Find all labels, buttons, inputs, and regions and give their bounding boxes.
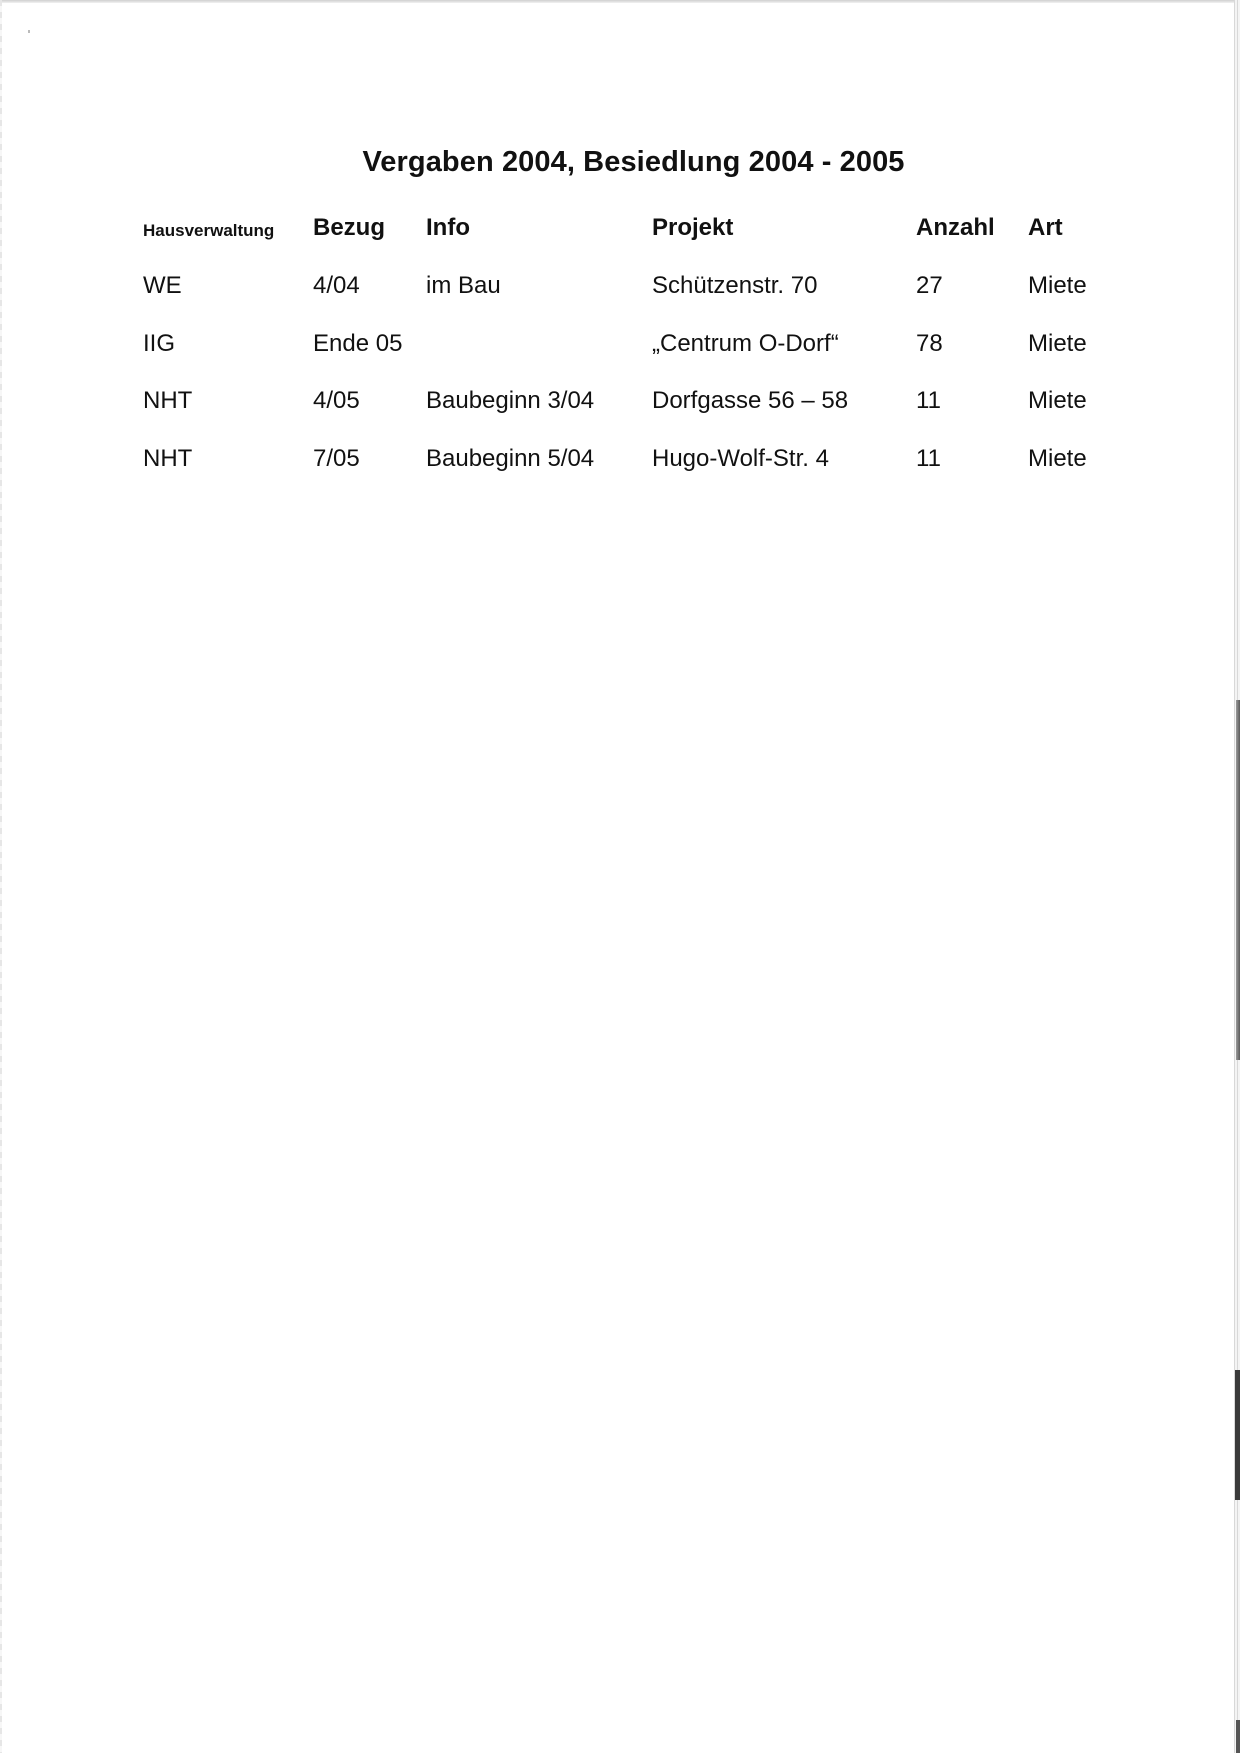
cell-anzahl: 11 [916, 445, 941, 472]
scan-edge-top [0, 0, 1240, 3]
column-header-anzahl: Anzahl [916, 214, 995, 241]
table-header-row [0, 214, 1240, 254]
column-header-art: Art [1028, 214, 1063, 241]
cell-art: Miete [1028, 387, 1087, 414]
cell-projekt: Hugo-Wolf-Str. 4 [652, 445, 829, 472]
table-row [0, 272, 1240, 312]
cell-bezug: Ende 05 [313, 330, 403, 357]
column-header-bezug: Bezug [313, 214, 385, 241]
cell-art: Miete [1028, 272, 1087, 299]
cell-bezug: 4/05 [313, 387, 360, 414]
scan-shadow-mark [1236, 1720, 1240, 1753]
column-header-hausverwaltung: Hausverwaltung [143, 221, 275, 240]
cell-anzahl: 27 [916, 272, 943, 299]
table-row [0, 387, 1240, 427]
cell-art: Miete [1028, 445, 1087, 472]
column-header-projekt: Projekt [652, 214, 734, 241]
table-row [0, 330, 1240, 370]
cell-anzahl: 78 [916, 330, 943, 357]
cell-info: Baubeginn 5/04 [426, 445, 595, 472]
scan-shadow-mark [1235, 1370, 1240, 1500]
cell-hausverwaltung: NHT [143, 445, 193, 472]
cell-projekt: Dorfgasse 56 – 58 [652, 387, 849, 414]
table-row [0, 445, 1240, 485]
scan-speck [28, 30, 30, 33]
cell-hausverwaltung: IIG [143, 330, 176, 357]
cell-art: Miete [1028, 330, 1087, 357]
cell-hausverwaltung: WE [143, 272, 182, 299]
document-title: Vergaben 2004, Besiedlung 2004 - 2005 [362, 146, 905, 178]
scan-edge-left [0, 0, 2, 1753]
cell-anzahl: 11 [916, 387, 941, 414]
column-header-info: Info [426, 214, 470, 241]
cell-bezug: 4/04 [313, 272, 360, 299]
scan-shadow-mark [1236, 700, 1240, 1060]
cell-bezug: 7/05 [313, 445, 360, 472]
cell-projekt: „Centrum O-Dorf“ [652, 330, 839, 357]
cell-info: Baubeginn 3/04 [426, 387, 595, 414]
cell-projekt: Schützenstr. 70 [652, 272, 818, 299]
cell-hausverwaltung: NHT [143, 387, 193, 414]
cell-info: im Bau [426, 272, 501, 299]
